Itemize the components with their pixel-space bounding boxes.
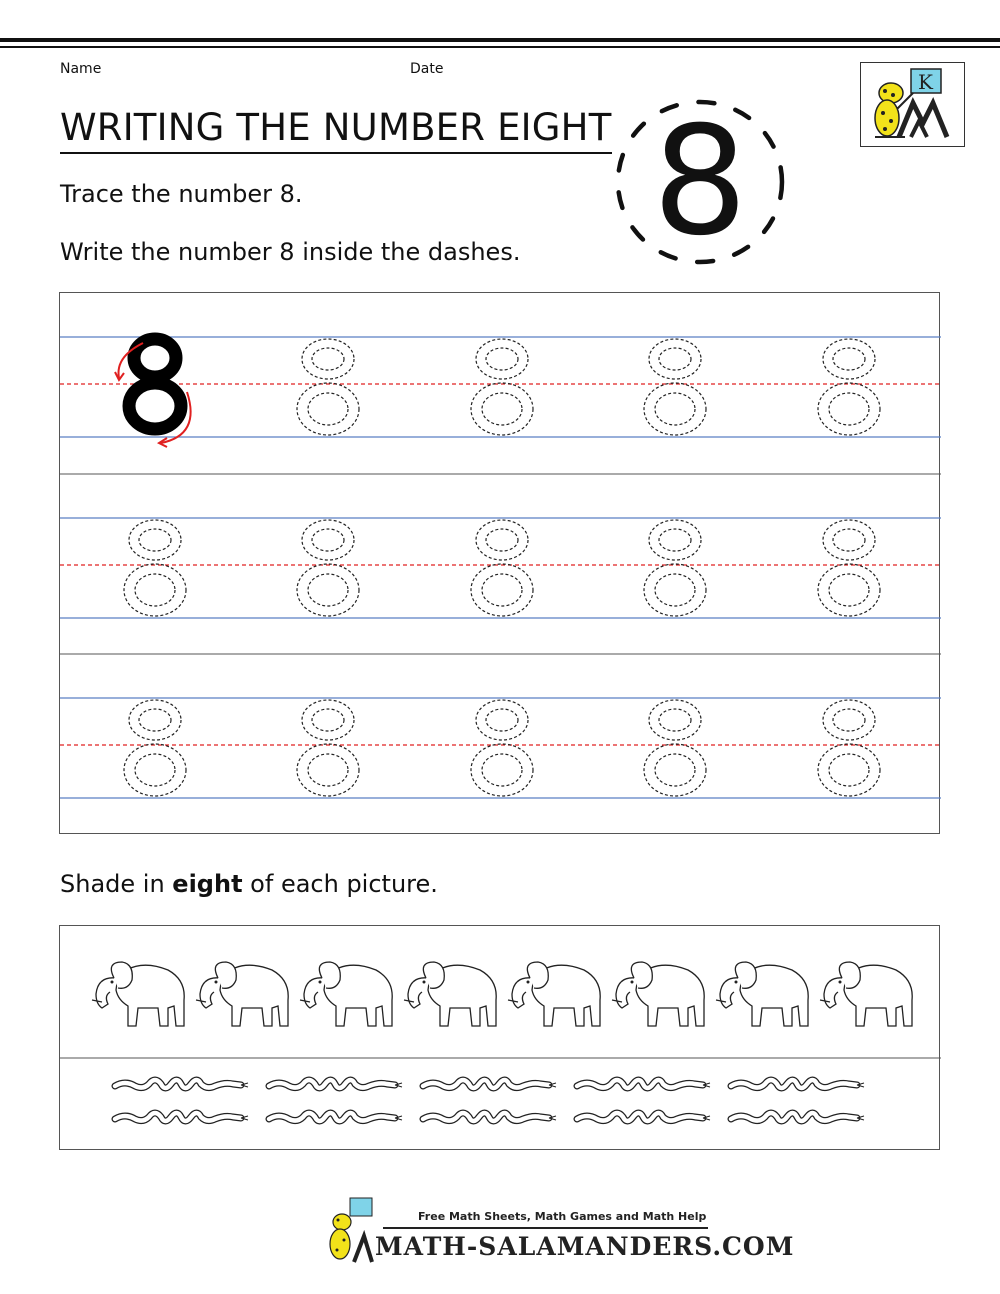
elephant-picture[interactable] bbox=[820, 962, 912, 1026]
snake-picture[interactable] bbox=[577, 1113, 710, 1121]
page-title: WRITING THE NUMBER EIGHT bbox=[60, 106, 612, 154]
trace-digit bbox=[124, 700, 186, 796]
trace-digit bbox=[471, 700, 533, 796]
snake-picture[interactable] bbox=[115, 1080, 248, 1088]
tracing-grid bbox=[60, 293, 941, 835]
trace-digit bbox=[644, 520, 706, 616]
header-rule-thick bbox=[0, 38, 1000, 42]
trace-digit bbox=[471, 339, 533, 435]
trace-digit bbox=[818, 700, 880, 796]
elephant-picture[interactable] bbox=[196, 962, 288, 1026]
name-label: Name bbox=[60, 61, 102, 77]
example-digit bbox=[115, 339, 191, 447]
write-instruction: Write the number 8 inside the dashes. bbox=[60, 238, 521, 266]
trace-digit bbox=[297, 520, 359, 616]
elephant-picture[interactable] bbox=[404, 962, 496, 1026]
trace-digit bbox=[644, 339, 706, 435]
picture-box bbox=[59, 925, 940, 1150]
snake-picture[interactable] bbox=[731, 1080, 864, 1088]
trace-instruction: Trace the number 8. bbox=[60, 180, 303, 208]
snake-picture[interactable] bbox=[423, 1080, 556, 1088]
snake-picture[interactable] bbox=[269, 1113, 402, 1121]
trace-digit bbox=[471, 520, 533, 616]
logo-letter: K bbox=[918, 70, 933, 94]
snake-picture[interactable] bbox=[423, 1113, 556, 1121]
elephant-picture[interactable] bbox=[92, 962, 184, 1026]
big-number: 8 bbox=[652, 95, 748, 269]
trace-digit bbox=[124, 520, 186, 616]
picture-grid bbox=[60, 926, 941, 1151]
trace-digit bbox=[818, 339, 880, 435]
date-label: Date bbox=[410, 61, 444, 77]
elephant-picture[interactable] bbox=[716, 962, 808, 1026]
snake-picture[interactable] bbox=[269, 1080, 402, 1088]
elephant-picture[interactable] bbox=[612, 962, 704, 1026]
footer-tagline: Free Math Sheets, Math Games and Math Help bbox=[418, 1210, 707, 1223]
elephant-picture[interactable] bbox=[300, 962, 392, 1026]
tracing-box bbox=[59, 292, 940, 834]
snake-picture[interactable] bbox=[577, 1080, 710, 1088]
elephant-picture[interactable] bbox=[508, 962, 600, 1026]
footer-rule bbox=[383, 1227, 708, 1229]
trace-digit bbox=[297, 339, 359, 435]
trace-digit bbox=[818, 520, 880, 616]
footer-site-name: MATH-SALAMANDERS.COM bbox=[375, 1232, 795, 1261]
trace-digit bbox=[644, 700, 706, 796]
header-rule-thin bbox=[0, 46, 1000, 48]
snake-picture[interactable] bbox=[731, 1113, 864, 1121]
kindergarten-logo bbox=[860, 62, 965, 147]
snake-picture[interactable] bbox=[115, 1113, 248, 1121]
trace-digit bbox=[297, 700, 359, 796]
shade-instruction: Shade in eight of each picture. bbox=[60, 870, 438, 898]
salamander-logo bbox=[322, 1196, 382, 1268]
